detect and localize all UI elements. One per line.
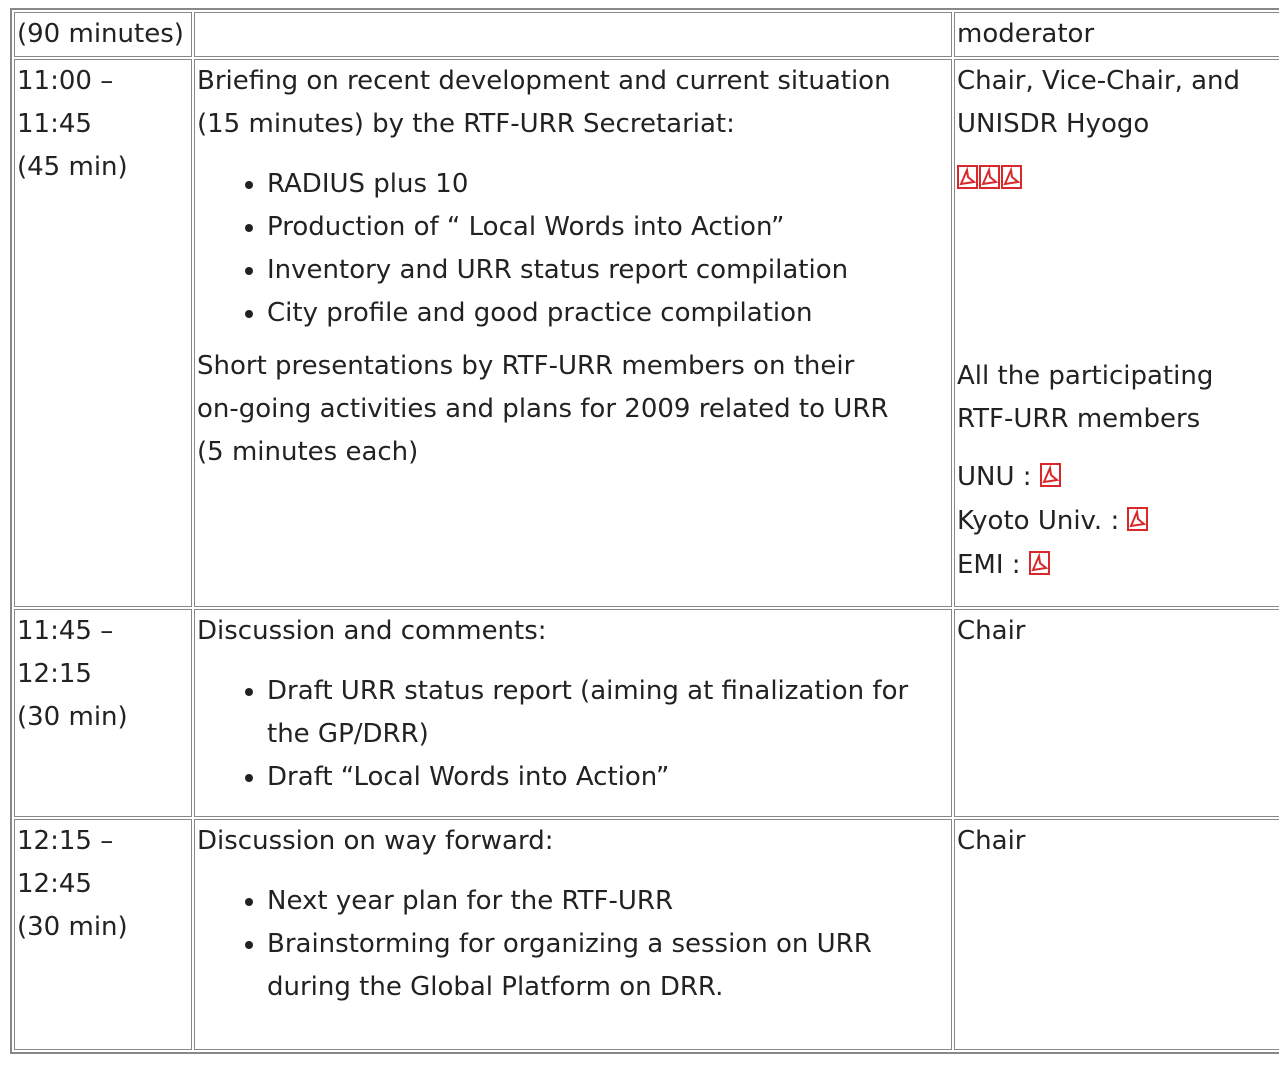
time-text: 12:15 – (17, 826, 114, 856)
outro-line: on-going activities and plans for 2009 related to URR (197, 394, 889, 424)
member-label: UNU : (957, 462, 1032, 492)
intro-line: Discussion on way forward: (197, 826, 554, 856)
member-label: Kyoto Univ. : (957, 506, 1120, 536)
agenda-bullet-list (197, 880, 951, 1009)
lead-text: moderator (957, 19, 1095, 49)
pdf-icon[interactable] (1001, 165, 1022, 189)
pdf-links (957, 158, 1279, 188)
lead-cell (954, 819, 1279, 1050)
time-cell (14, 819, 192, 1050)
time-text: (30 min) (17, 912, 128, 942)
member-label: EMI : (957, 550, 1021, 580)
list-item: • Draft “Local Words into Action” (267, 756, 951, 799)
lead-cell (954, 59, 1279, 607)
list-item: • City profile and good practice compilation (267, 292, 951, 335)
lead-text: Chair (957, 616, 1026, 646)
lead-text: RTF-URR members (957, 404, 1201, 434)
time-cell (14, 609, 192, 817)
list-item: • Production of “ Local Words into Action” (267, 206, 951, 249)
content-cell (194, 609, 952, 817)
member-link-row (957, 499, 1279, 543)
lead-text: Chair, Vice-Chair, and (957, 66, 1241, 96)
content-cell (194, 819, 952, 1050)
member-link-row (957, 455, 1279, 499)
pdf-icon[interactable] (1029, 551, 1050, 575)
agenda-bullet-list (197, 670, 951, 799)
content-cell (194, 59, 952, 607)
member-link-row (957, 543, 1279, 587)
time-cell (14, 59, 192, 607)
lead-text: Chair (957, 826, 1026, 856)
outro-line: (5 minutes each) (197, 437, 419, 467)
lead-text: All the participating (957, 361, 1214, 391)
time-text: 11:45 (17, 109, 92, 139)
pdf-icon[interactable] (1127, 507, 1148, 531)
table-row (14, 819, 1279, 1050)
list-item: • Brainstorming for organizing a session on URR during the Global Platform on DRR. (267, 923, 951, 1009)
intro-line: Discussion and comments: (197, 616, 547, 646)
lead-cell (954, 609, 1279, 817)
content-cell (194, 12, 952, 57)
outro-line: Short presentations by RTF-URR members on their (197, 351, 855, 381)
intro-line: (15 minutes) by the RTF-URR Secretariat: (197, 109, 735, 139)
agenda-table (10, 8, 1279, 1054)
agenda-intro (197, 60, 951, 146)
agenda-bullet-list (197, 163, 951, 335)
pdf-icon[interactable] (1040, 463, 1061, 487)
lead-cell (954, 12, 1279, 57)
list-item: • RADIUS plus 10 (267, 163, 951, 206)
table-row (14, 12, 1279, 57)
time-text: (45 min) (17, 152, 128, 182)
time-text: 11:45 – (17, 616, 114, 646)
table-row (14, 59, 1279, 607)
list-item: • Next year plan for the RTF-URR (267, 880, 951, 923)
table-row (14, 609, 1279, 817)
time-text: (90 minutes) (17, 19, 184, 49)
pdf-icon[interactable] (957, 165, 978, 189)
agenda-outro (197, 345, 951, 474)
agenda-intro (197, 610, 951, 653)
time-text: (30 min) (17, 702, 128, 732)
intro-line: Briefing on recent development and current situation (197, 66, 891, 96)
time-text: 12:15 (17, 659, 92, 689)
pdf-icon[interactable] (979, 165, 1000, 189)
time-cell (14, 12, 192, 57)
time-text: 11:00 – (17, 66, 114, 96)
list-item: • Inventory and URR status report compilation (267, 249, 951, 292)
list-item: • Draft URR status report (aiming at finalization for the GP/DRR) (267, 670, 951, 756)
time-text: 12:45 (17, 869, 92, 899)
agenda-intro (197, 820, 951, 863)
lead-text: UNISDR Hyogo (957, 109, 1150, 139)
